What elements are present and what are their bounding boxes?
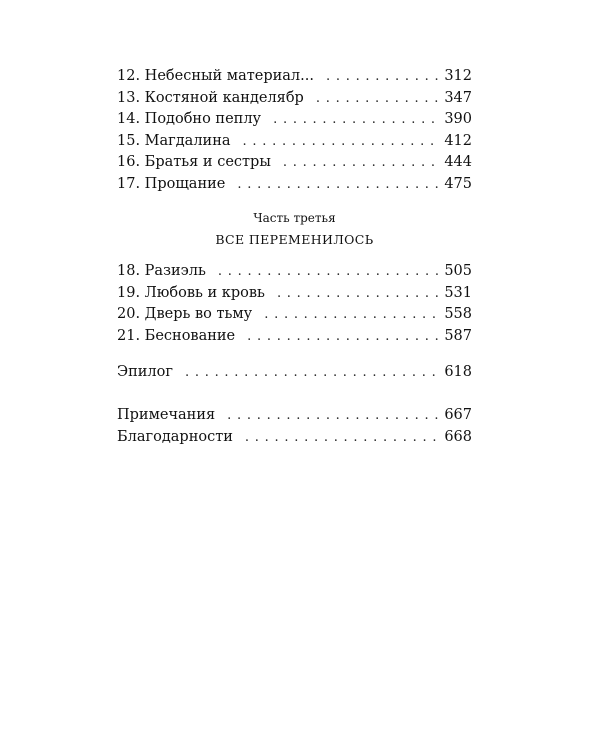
toc-entry-page: 667 bbox=[444, 407, 472, 423]
toc-entry bbox=[117, 427, 472, 449]
toc-entry-page: 444 bbox=[444, 154, 472, 170]
toc-entry bbox=[117, 88, 472, 110]
dot-leader bbox=[237, 174, 441, 196]
toc-entry-title: 18. Разиэль bbox=[117, 263, 206, 279]
toc-entry-page: 558 bbox=[444, 306, 472, 322]
toc-entry bbox=[117, 362, 472, 384]
toc-entry bbox=[117, 131, 472, 153]
toc-entry-page: 347 bbox=[444, 89, 472, 106]
toc-entry-title: Эпилог bbox=[117, 364, 173, 380]
toc-entry-title: 17. Прощание bbox=[117, 175, 226, 192]
toc-entry bbox=[117, 66, 472, 88]
toc-entry-title: 19. Любовь и кровь bbox=[117, 284, 265, 301]
dot-leader bbox=[218, 261, 441, 283]
toc-section-epilogue bbox=[117, 362, 472, 384]
toc-entry bbox=[117, 174, 472, 196]
dot-leader bbox=[247, 326, 441, 348]
toc-entry-title: 21. Беснование bbox=[117, 327, 236, 344]
dot-leader bbox=[185, 362, 441, 384]
part-title: ВСЕ ПЕРЕМЕНИЛОСЬ bbox=[215, 232, 374, 247]
toc-entry-title: 13. Костяной канделябр bbox=[117, 89, 304, 106]
dot-leader bbox=[283, 152, 441, 174]
dot-leader bbox=[227, 405, 441, 427]
toc-entry bbox=[117, 261, 472, 283]
toc-section-part-three bbox=[117, 261, 472, 347]
toc-entry-page: 390 bbox=[444, 111, 472, 127]
toc-entry-page: 618 bbox=[444, 364, 472, 380]
toc-entry-title: 15. Магдалина bbox=[117, 132, 231, 149]
toc-entry-title: Примечания bbox=[117, 407, 216, 423]
toc-entry bbox=[117, 326, 472, 348]
toc-entry-title: 16. Братья и сестры bbox=[117, 154, 271, 170]
dot-leader bbox=[264, 304, 441, 326]
toc-entry-title: Благодарности bbox=[117, 428, 233, 445]
toc-entry-title: 20. Дверь во тьму bbox=[117, 306, 253, 322]
toc-entry-page: 587 bbox=[444, 327, 472, 344]
toc-entry-page: 531 bbox=[444, 284, 472, 301]
toc-entry bbox=[117, 109, 472, 131]
toc-entry bbox=[117, 304, 472, 326]
toc-section-part-two bbox=[117, 66, 472, 195]
toc-entry-page: 475 bbox=[444, 175, 472, 192]
toc-section-back-matter bbox=[117, 405, 472, 448]
dot-leader bbox=[273, 109, 441, 131]
part-kicker: Часть третья bbox=[253, 211, 336, 225]
dot-leader bbox=[245, 427, 441, 449]
dot-leader bbox=[243, 131, 442, 153]
toc-entry-page: 668 bbox=[444, 428, 472, 445]
toc-entry-title: 14. Подобно пеплу bbox=[117, 111, 262, 127]
toc-entry-title: 12. Небесный материал... bbox=[117, 68, 314, 84]
dot-leader bbox=[326, 66, 441, 88]
dot-leader bbox=[316, 88, 441, 110]
dot-leader bbox=[277, 283, 441, 305]
toc-entry-page: 312 bbox=[444, 68, 472, 84]
toc-entry bbox=[117, 283, 472, 305]
toc-entry bbox=[117, 152, 472, 174]
toc-entry-page: 505 bbox=[444, 263, 472, 279]
toc-entry bbox=[117, 405, 472, 427]
toc-entry-page: 412 bbox=[444, 132, 472, 149]
